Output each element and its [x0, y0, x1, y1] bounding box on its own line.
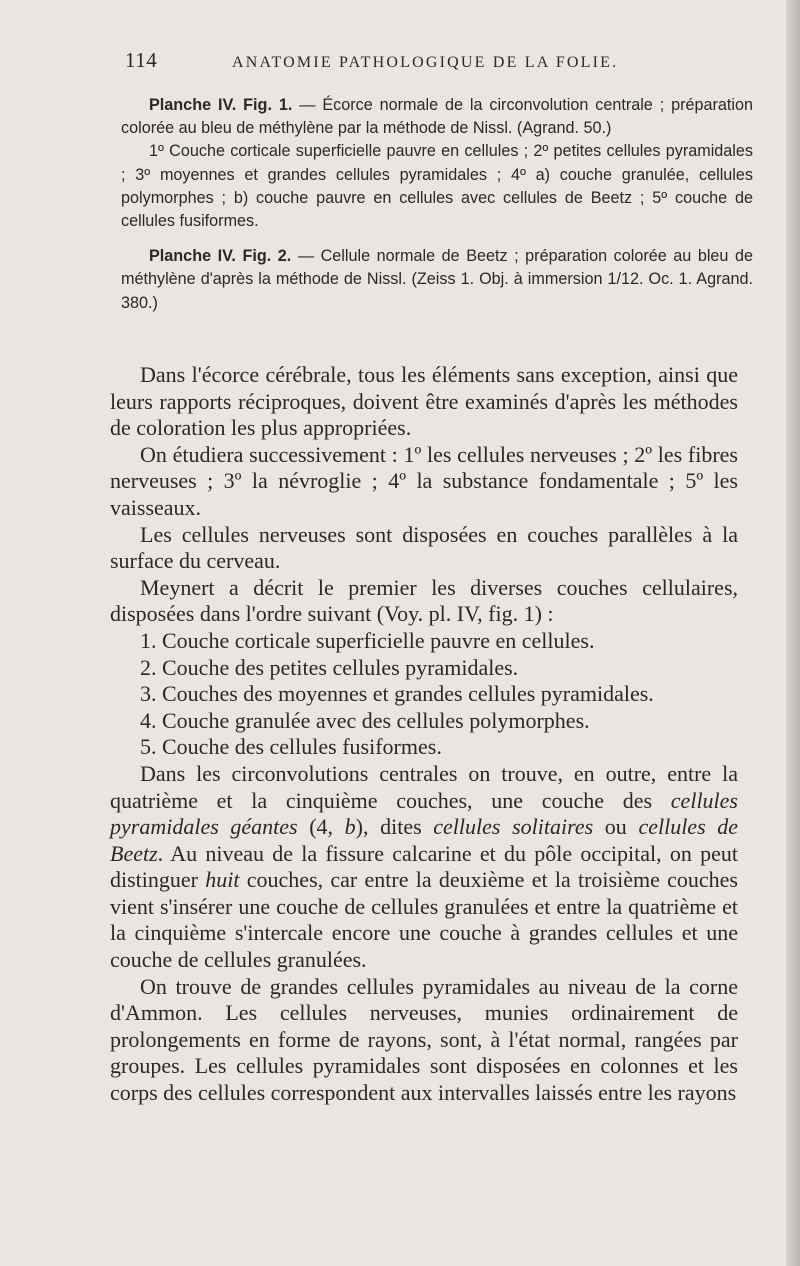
running-title: ANATOMIE PATHOLOGIQUE DE LA FOLIE.	[232, 54, 619, 71]
text-run: ou	[593, 814, 639, 840]
text-run: ), dites	[355, 814, 434, 840]
paragraph: Dans l'écorce cérébrale, tous les éléments sans exception, ainsi que leurs rapports réciproques, doivent être examinés d'après les méthodes de coloration les plus appropriées.	[110, 362, 738, 441]
italic-term: b	[344, 814, 356, 840]
text-run: Dans les circonvolutions centrales on trouve, en outre, entre la quatrième et la cinquième couches, une couche des	[110, 760, 738, 813]
text-run: . Au niveau de la fissure calcarine et du pôle occipital, on peut distinguer	[110, 840, 738, 893]
page-header	[125, 48, 765, 82]
caption-fig-1-label: Planche IV. Fig. 1.	[149, 96, 293, 114]
paragraph: Les cellules nerveuses sont disposées en couches parallèles à la surface du cerveau.	[110, 521, 738, 574]
caption-fig-1	[121, 94, 753, 233]
paragraph	[110, 761, 738, 974]
caption-fig-2	[121, 245, 753, 315]
paragraph: On trouve de grandes cellules pyramidales au niveau de la corne d'Ammon. Les cellules nerveuses, munies ordinairement de prolongements en forme de rayons, sont, à l'état normal, rangées par groupes. Les cellules pyramidales sont disposées en colonnes et les corps des cellules correspondent aux intervalles laissés entre les rayons	[110, 973, 738, 1106]
caption-fig-1-text	[121, 94, 753, 140]
list-item: 3. Couches des moyennes et grandes cellules pyramidales.	[140, 681, 654, 707]
page-edge	[786, 0, 800, 1266]
caption-fig-1-detail: 1º Couche corticale superficielle pauvre en cellules ; 2º petites cellules pyramidales ; 3º moyennes et grandes cellules pyramidales ; 4º a) couche granulée, cellules polymorphes ; b) couche pauvre en cellules avec cellules de Beetz ; 5º couche de cellules fusiformes.	[121, 142, 753, 231]
page-number: 114	[125, 48, 158, 72]
paragraph: On étudiera successivement : 1º les cellules nerveuses ; 2º les fibres nerveuses ; 3º la névroglie ; 4º la substance fondamentale ; 5º les vaisseaux.	[110, 441, 738, 520]
caption-fig-2-text	[121, 245, 753, 315]
italic-term: cellules de Beetz	[110, 814, 739, 866]
italic-term: cellules solitaires	[433, 814, 594, 840]
italic-term: huit	[205, 867, 240, 893]
paragraph: Meynert a décrit le premier les diverses couches cellulaires, disposées dans l'ordre suivant (Voy. pl. IV, fig. 1) :	[110, 574, 738, 627]
list-item: 4. Couche granulée avec des cellules polymorphes.	[140, 707, 590, 733]
caption-fig-2-label: Planche IV. Fig. 2.	[149, 247, 292, 266]
text-run: couches, car entre la deuxième et la troisième couches vient s'insérer une couche de cellules granulées et entre la quatrième et la cinquième s'intercale encore une couche à grandes cellules et une couche de cellules granulées.	[110, 867, 738, 973]
list-item: 5. Couche des cellules fusiformes.	[140, 734, 442, 760]
main-text	[110, 362, 738, 1107]
caption-fig-1-description: — Écorce normale de la circonvolution centrale ; préparation colorée au bleu de méthylène par la méthode de Nissl. (Agrand. 50.)	[121, 96, 753, 138]
italic-term: cellules pyramidales géantes	[110, 787, 738, 840]
figure-captions	[121, 94, 753, 327]
list-item: 2. Couche des petites cellules pyramidales.	[140, 654, 519, 680]
text-run: (4,	[297, 814, 345, 840]
caption-fig-2-description: — Cellule normale de Beetz ; préparation colorée au bleu de méthylène d'après la méthode de Nissl. (Zeiss 1. Obj. à immersion 1/12. Oc. 1. Agrand. 380.)	[121, 247, 753, 312]
list-item: 1. Couche corticale superficielle pauvre en cellules.	[140, 627, 595, 653]
